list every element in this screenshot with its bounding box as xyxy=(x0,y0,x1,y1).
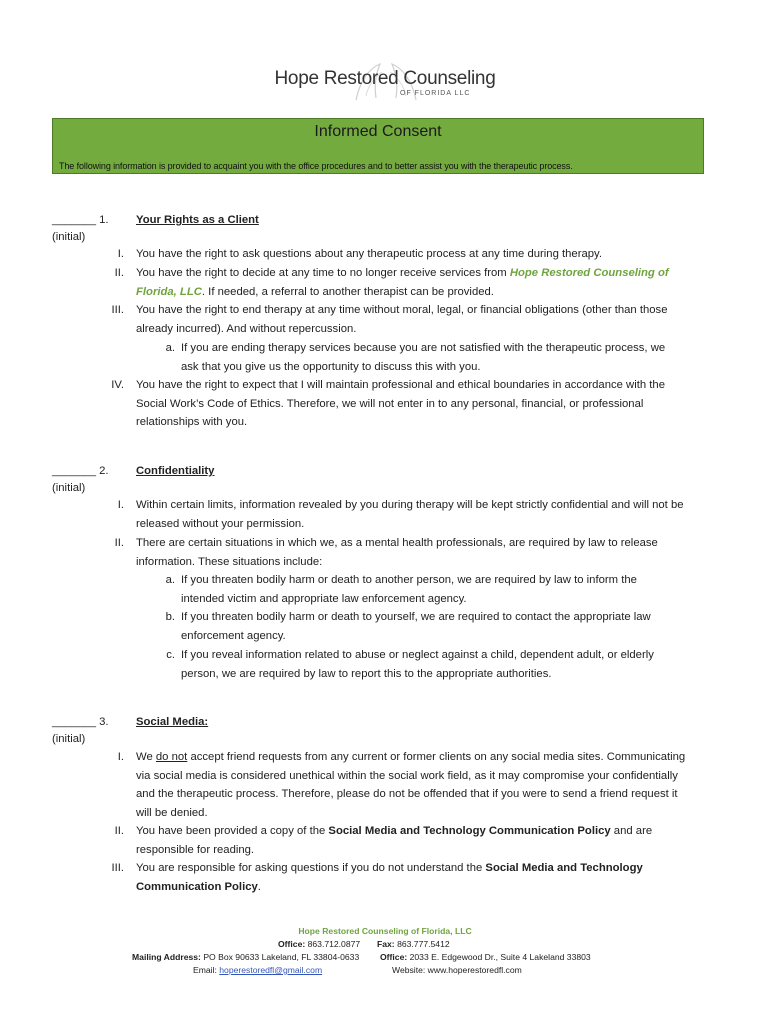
item-text: accept friend requests from any current or former clients on any social media sites. Communicating via social media is considered unethical within the social work field, as it may compromise your confidentially and the therapeutic process. Therefore, please do not be offended that if you were to send a friend request it will be denied. xyxy=(136,751,686,819)
item-letter: a. xyxy=(165,342,175,354)
initial-label: (initial) xyxy=(52,231,86,243)
list-item xyxy=(111,301,686,338)
item-text: You have been provided a copy of the xyxy=(136,825,329,837)
sub-list-item xyxy=(165,608,681,645)
footer-fax xyxy=(377,938,450,951)
sub-list-item xyxy=(165,339,681,376)
item-text: and are responsible for reading. xyxy=(136,825,653,856)
office-phone-label: Office: xyxy=(278,939,306,949)
item-text: If you threaten bodily harm or death to yourself, we are required to contact the appropriate law enforcement agency. xyxy=(181,611,651,642)
section-heading: Social Media: xyxy=(136,716,209,728)
list-item xyxy=(114,264,686,301)
informed-consent-banner xyxy=(52,118,704,174)
item-text: You have the right to decide at any time to no longer receive services from xyxy=(136,267,510,279)
item-text: . xyxy=(257,880,261,893)
section-heading: Confidentiality xyxy=(136,465,215,477)
office-address-value: 2033 E. Edgewood Dr., Suite 4 Lakeland 33803 xyxy=(409,952,591,962)
logo xyxy=(0,60,770,104)
item-letter: c. xyxy=(166,649,175,661)
banner-subtitle: The following information is provided to acquaint you with the office procedures and to better assist you with the therapeutic process. xyxy=(59,161,573,171)
footer-office-address xyxy=(380,951,591,964)
list-item xyxy=(114,822,686,859)
website-value[interactable]: www.hoperestoredfl.com xyxy=(427,965,522,975)
list-item xyxy=(117,496,686,533)
item-letter: b. xyxy=(165,611,175,623)
logo-subtitle: OF FLORIDA LLC xyxy=(400,90,471,97)
item-number: III. xyxy=(111,304,124,316)
list-item xyxy=(117,748,686,822)
initial-line[interactable]: _______ 3. xyxy=(52,716,109,728)
fax-value: 863.777.5412 xyxy=(397,939,450,949)
section-heading: Your Rights as a Client xyxy=(136,214,259,226)
email-label: Email: xyxy=(193,965,217,975)
office-phone-value: 863.712.0877 xyxy=(307,939,361,949)
item-number: IV. xyxy=(111,379,124,391)
item-number: III. xyxy=(111,862,124,874)
list-item xyxy=(117,245,686,264)
footer-email xyxy=(193,964,322,977)
list-item xyxy=(114,534,686,571)
office-address-label: Office: xyxy=(380,952,408,962)
item-text: You are responsible for asking questions if you do not understand the xyxy=(136,862,486,874)
initial-label: (initial) xyxy=(52,482,86,494)
policy-name: Social Media and Technology Communication Policy xyxy=(136,862,643,893)
policy-name: Social Media and Technology Communication Policy xyxy=(328,825,611,837)
item-number: II. xyxy=(114,537,124,549)
email-link[interactable]: hoperestoredfl@gmail.com xyxy=(219,965,323,975)
logo-title: Hope Restored Counseling xyxy=(274,68,496,89)
mailing-address-label: Mailing Address: xyxy=(132,952,201,962)
sub-list-item xyxy=(166,646,681,683)
do-not-emphasis: do not xyxy=(155,751,188,763)
list-item xyxy=(111,859,686,896)
initial-line[interactable]: _______ 2. xyxy=(52,465,109,477)
item-text: If you threaten bodily harm or death to another person, we are required by law to inform the intended victim and appropriate law enforcement agency. xyxy=(181,574,637,605)
item-number: II. xyxy=(114,825,124,837)
fax-label: Fax: xyxy=(377,939,395,949)
item-text: If you reveal information related to abuse or neglect against a child, dependent adult, or elderly person, we are required by law to report this to the appropriate authorities. xyxy=(181,649,654,680)
item-text: . If needed, a referral to another therapist can be provided. xyxy=(201,285,494,298)
item-number: II. xyxy=(114,267,124,279)
item-number: I. xyxy=(117,499,124,511)
mailing-address-value: PO Box 90633 Lakeland, FL 33804-0633 xyxy=(203,952,360,962)
list-item xyxy=(111,376,686,432)
initial-label: (initial) xyxy=(52,733,86,745)
item-text: There are certain situations in which we, as a mental health professionals, are required by law to release information. These situations include: xyxy=(136,537,658,568)
item-letter: a. xyxy=(165,574,175,586)
item-text: You have the right to ask questions about any therapeutic process at any time during therapy. xyxy=(136,248,602,260)
item-text: We xyxy=(136,751,156,763)
item-number: I. xyxy=(117,751,124,763)
website-label: Website: xyxy=(392,965,426,975)
initial-line[interactable]: _______ 1. xyxy=(52,214,109,226)
footer-office-phone xyxy=(278,938,360,951)
banner-title: Informed Consent xyxy=(314,123,442,140)
footer-company-name: Hope Restored Counseling of Florida, LLC xyxy=(298,926,472,936)
footer-mailing-address xyxy=(132,951,359,964)
item-number: I. xyxy=(117,248,124,260)
sub-list-item xyxy=(165,571,681,608)
item-text: Within certain limits, information revealed by you during therapy will be kept strictly confidential and will not be released without your permission. xyxy=(136,499,684,530)
item-text: If you are ending therapy services because you are not satisfied with the therapeutic process, we ask that you give us the opportunity to discuss this with you. xyxy=(181,342,666,373)
item-text: You have the right to expect that I will maintain professional and ethical boundaries in accordance with the Social Work’s Code of Ethics. Therefore, we will not enter in to any personal, financial, or professional relationships with you. xyxy=(136,379,665,429)
item-text: You have the right to end therapy at any time without moral, legal, or financial obligations (other than those already incurred). And without repercussion. xyxy=(136,304,668,335)
footer-website xyxy=(392,964,522,977)
company-name-highlight: Hope Restored Counseling of Florida, LLC xyxy=(136,267,669,298)
